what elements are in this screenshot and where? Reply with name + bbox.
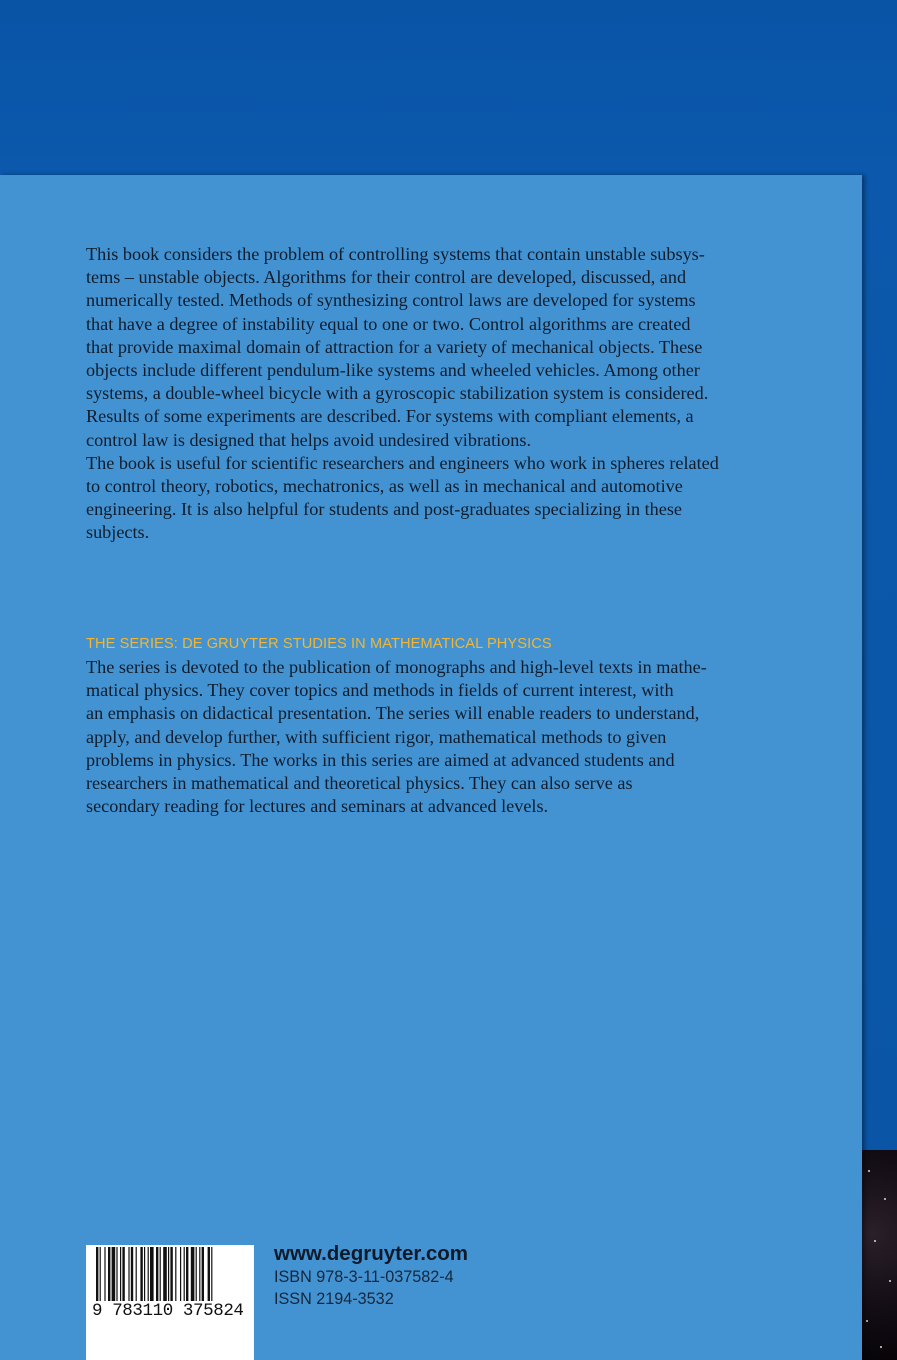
isbn-number: ISBN 978-3-11-037582-4 (274, 1268, 454, 1286)
blurb-line: This book considers the problem of controlling systems that contain unstable subsys- (86, 244, 705, 264)
series-line: an emphasis on didactical presentation. The series will enable readers to understand, (86, 703, 700, 724)
series-line: apply, and develop further, with sufficient rigor, mathematical methods to given (86, 726, 667, 747)
barcode-bar (112, 1247, 116, 1301)
blurb-line: that have a degree of instability equal to one or two. Control algorithms are created (86, 313, 691, 334)
barcode-bar (108, 1247, 110, 1301)
blurb-line: objects include different pendulum-like systems and wheeled vehicles. Among other (86, 360, 700, 381)
series-heading: THE SERIES: DE GRUYTER STUDIES IN MATHEMATICAL PHYSICS (86, 636, 552, 652)
barcode-bar (96, 1247, 98, 1301)
blurb-line: engineering. It is also helpful for students and post-graduates specializing in these (86, 499, 682, 520)
barcode-bar (199, 1247, 200, 1301)
cover-top-band (0, 0, 897, 175)
isbn-barcode (86, 1245, 254, 1360)
barcode-bar (128, 1247, 129, 1301)
barcode-bar (148, 1247, 149, 1301)
barcode-bar (120, 1247, 121, 1301)
barcode-bar (122, 1247, 124, 1301)
barcode-bar (196, 1247, 197, 1301)
barcode-bar (184, 1247, 185, 1301)
blurb-line: that provide maximal domain of attraction for a variety of mechanical objects. These (86, 336, 703, 357)
publisher-url[interactable]: www.degruyter.com (274, 1242, 469, 1265)
barcode-bar (170, 1247, 172, 1301)
barcode-bar (136, 1247, 137, 1301)
issn-number: ISSN 2194-3532 (274, 1290, 394, 1308)
blurb-line: tems – unstable objects. Algorithms for their control are developed, discussed, and (86, 267, 687, 288)
barcode-bar (156, 1247, 158, 1301)
barcode-bar (180, 1247, 181, 1301)
barcode-bar (160, 1247, 161, 1301)
barcode-bar (208, 1247, 210, 1301)
blurb-line: subjects. (86, 522, 150, 543)
series-line: secondary reading for lectures and seminars at advanced levels. (86, 796, 549, 817)
barcode-bar (140, 1247, 142, 1301)
barcode-bar (100, 1247, 101, 1301)
barcode-bar (144, 1247, 145, 1301)
barcode-bar (191, 1247, 195, 1301)
barcode-bar (186, 1247, 188, 1301)
blurb-line: The book is useful for scientific researchers and engineers who work in spheres related (86, 452, 719, 473)
barcode-bar (168, 1247, 169, 1301)
series-line: matical physics. They cover topics and methods in fields of current interest, with (86, 680, 674, 701)
blurb-line: Results of some experiments are described. For systems with compliant elements, a (86, 406, 694, 427)
blurb-line: to control theory, robotics, mechatronics, as well as in mechanical and automotive (86, 476, 683, 497)
barcode-bar (163, 1247, 167, 1301)
book-description (86, 243, 786, 545)
spine-edge (862, 175, 897, 1150)
barcode-bar (175, 1247, 176, 1301)
series-line: The series is devoted to the publication of monographs and high-level texts in mathe- (86, 657, 707, 677)
barcode-bar (116, 1247, 117, 1301)
blurb-line: systems, a double-wheel bicycle with a gyroscopic stabilization system is considered. (86, 383, 709, 404)
barcode-bar (131, 1247, 133, 1301)
barcode-bar (211, 1247, 212, 1301)
barcode-bar (150, 1247, 154, 1301)
blurb-line: control law is designed that helps avoid undesired vibrations. (86, 429, 531, 450)
space-image-corner (862, 1150, 897, 1360)
series-description (86, 656, 786, 818)
barcode-bars-icon (96, 1247, 246, 1303)
series-line: researchers in mathematical and theoretical physics. They can also serve as (86, 773, 633, 794)
barcode-digits: 9 783110 375824 (92, 1301, 244, 1321)
barcode-bar (104, 1247, 105, 1301)
blurb-line: numerically tested. Methods of synthesizing control laws are developed for systems (86, 290, 696, 311)
series-line: problems in physics. The works in this series are aimed at advanced students and (86, 749, 675, 770)
barcode-bar (202, 1247, 204, 1301)
